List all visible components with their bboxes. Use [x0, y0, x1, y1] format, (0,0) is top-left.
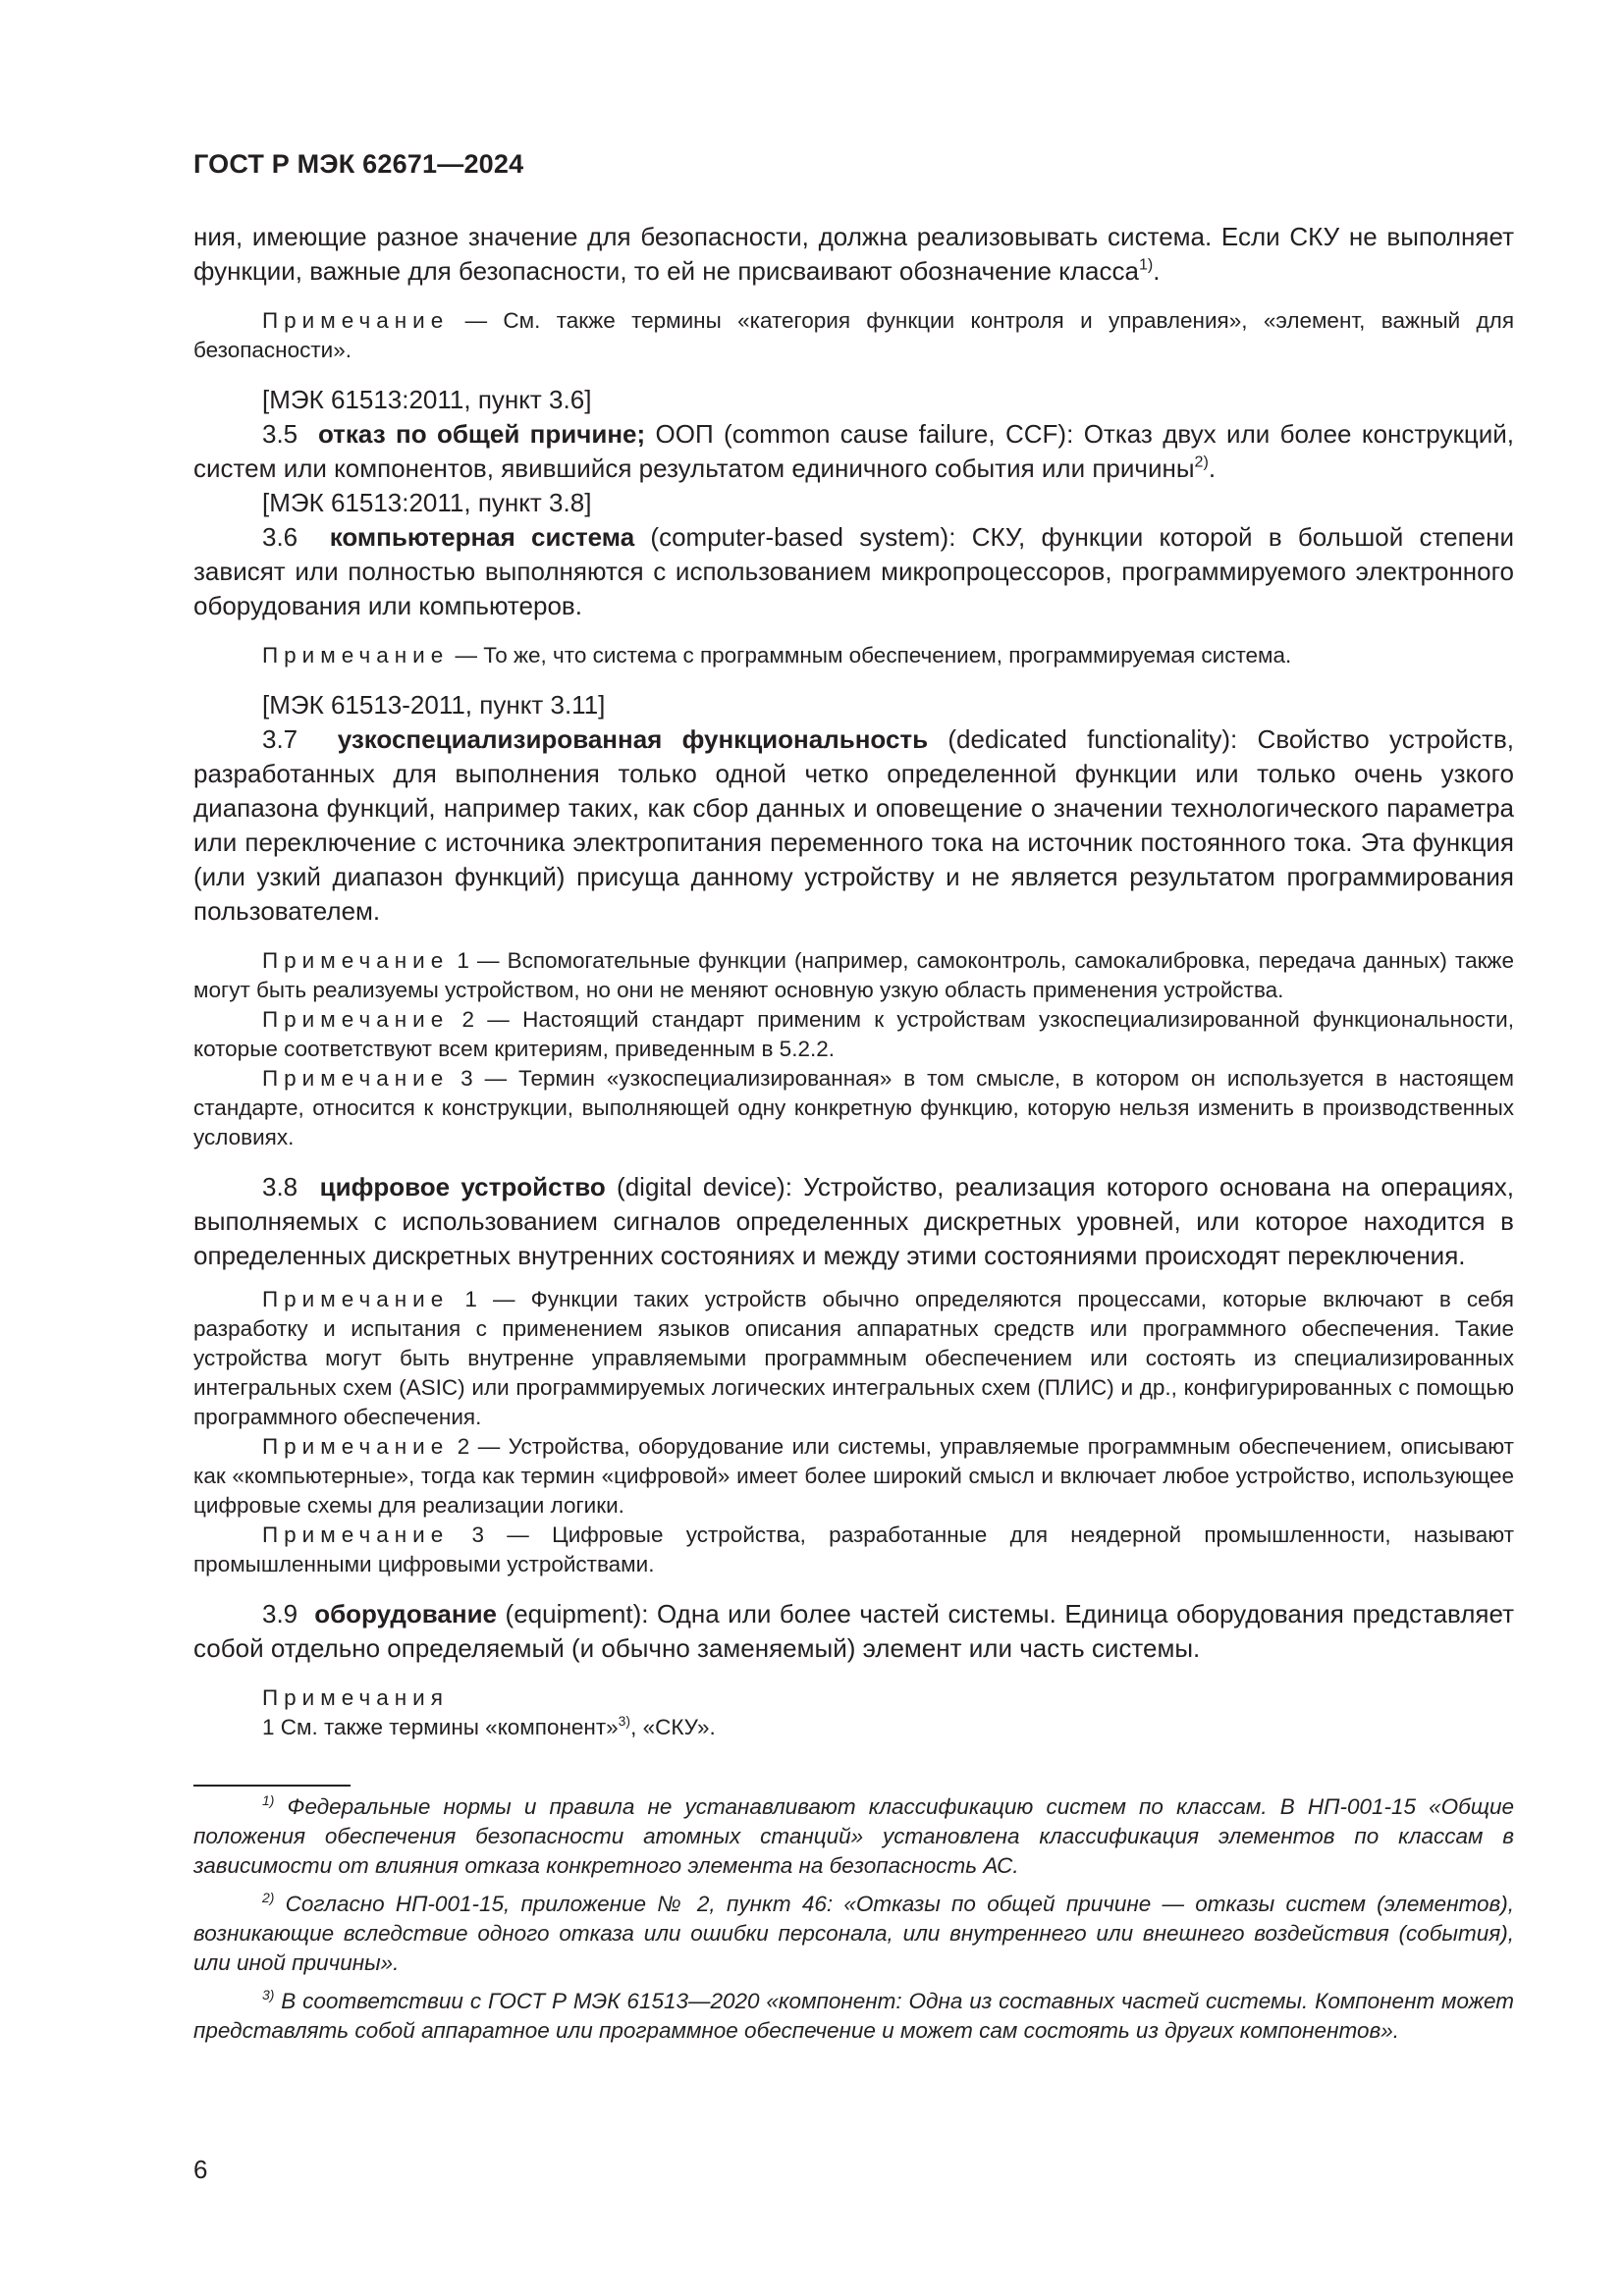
- page-header: ГОСТ Р МЭК 62671—2024: [193, 149, 524, 179]
- continued-paragraph: ния, имеющие разное значение для безопасности, должна реализовывать система. Если СКУ не выполняет функции, важные для безопасности, то ей не присваивают обозначение класса$^{1)}$.: [193, 222, 1514, 286]
- note-3: Примечание 3 — Цифровые устройства, разработанные для неядерной промышленности, называют промышленными цифровыми устройствами.: [193, 1522, 1514, 1576]
- term-title: цифровое устройство: [319, 1172, 606, 1201]
- note-1: Примечание 1 — Вспомогательные функции (например, самоконтроль, самокалибровка, передача данных) также могут быть реализуемы устройством, но они не меняют основную узкую область применения устройства.: [193, 948, 1514, 1002]
- note: Примечание — То же, что система с программным обеспечением, программируемая система.: [262, 643, 1292, 667]
- footnote-divider: [193, 1785, 351, 1787]
- note: Примечание — См. также термины «категория функции контроля и управления», «элемент, важный для безопасности».: [193, 308, 1514, 362]
- term-3-7: 3.7 узкоспециализированная функциональность (dedicated functionality): Свойство устройств, разработанных для выполнения только одной четко определенной функции или только очень узкого диапазона функций, например таких, как сбор данных и оповещение о значении технологического параметра или переключение с источника электропитания переменного тока на источник постоянного тока. Эта функция (или узкий диапазон функций) присуща данному устройству и не является результатом программирования пользователем.: [193, 724, 1514, 926]
- footnote-1: $^{1)}$ Федеральные нормы и правила не устанавливают классификацию систем по классам. В НП-001-15 «Общие положения обеспечения безопасности атомных станций» установлена классификация элементов по классам в зависимости от влияния отказа конкретного элемента на безопасность АС.: [193, 1791, 1514, 1878]
- term-3-5: 3.5 отказ по общей причине; ООП (common cause failure, CCF): Отказ двух или более конструкций, систем или компонентов, явившийся результатом единичного события или причины$^{2)}$.: [193, 419, 1514, 483]
- term-title: оборудование: [314, 1599, 498, 1629]
- footnote-2: $^{2)}$ Согласно НП-001-15, приложение № 2, пункт 46: «Отказы по общей причине — отказы систем (элементов), возникающие вследствие одного отказа или ошибки персонала, или внутреннего или внешнего воздействия (события), или иной причины».: [193, 1889, 1514, 1975]
- footnote-ref[interactable]: 3): [618, 1712, 631, 1729]
- source-reference: [МЭК 61513:2011, пункт 3.6]: [262, 385, 592, 414]
- term-title: отказ по общей причине;: [317, 419, 646, 449]
- note-3: Примечание 3 — Термин «узкоспециализированная» в том смысле, в котором он используется в настоящем стандарте, относится к конструкции, выполняющей одну конкретную функцию, которую нельзя изменить в производственных условиях.: [193, 1066, 1514, 1149]
- source-reference: [МЭК 61513:2011, пункт 3.8]: [262, 488, 592, 517]
- note-1: Примечание 1 — Функции таких устройств обычно определяются процессами, которые включают в себя разработку и испытания с применением языков описания аппаратных средств или программного обеспечения. Такие устройства могут быть внутренне управляемыми программным обеспечением или состоять из специализированных интегральных схем (ASIC) или программируемых логических интегральных схем (ПЛИС) и др., конфигурированных с помощью программного обеспечения.: [193, 1287, 1514, 1429]
- term-title: компьютерная система: [329, 522, 635, 552]
- source-reference: [МЭК 61513-2011, пункт 3.11]: [262, 690, 606, 720]
- page-number: 6: [193, 2155, 208, 2184]
- term-3-6: 3.6 компьютерная система (computer-based system): СКУ, функции которой в большой степени зависят или полностью выполняются с использованием микропроцессоров, программируемого электронного оборудования или компьютеров.: [193, 522, 1514, 620]
- footnote-ref[interactable]: 2): [1194, 453, 1209, 471]
- footnote-3: $^{3)}$ В соответствии с ГОСТ Р МЭК 61513—2020 «компонент: Одна из составных частей системы. Компонент может представлять собой аппаратное или программное обеспечение и может сам состоять из других компонентов».: [193, 1986, 1514, 2043]
- note-2: Примечание 2 — Настоящий стандарт применим к устройствам узкоспециализированной функциональности, которые соответствуют всем критериям, приведенным в 5.2.2.: [193, 1007, 1514, 1061]
- note-2: Примечание 2 — Устройства, оборудование или системы, управляемые программным обеспечением, описывают как «компьютерные», тогда как термин «цифровой» имеет более широкий смысл и включает любое устройство, использующее цифровые схемы для реализации логики.: [193, 1434, 1514, 1518]
- term-title: узкоспециализированная функциональность: [337, 724, 929, 754]
- term-3-9: 3.9 оборудование (equipment): Одна или более частей системы. Единица оборудования представляет собой отдельно определяемый (и обычно заменяемый) элемент или часть системы.: [193, 1599, 1514, 1663]
- term-3-8: 3.8 цифровое устройство (digital device): Устройство, реализация которого основана на операциях, выполняемых с использованием сигналов определенных дискретных уровней, или которое находится в определенных дискретных внутренних состояниях и между этими состояниями происходят переключения.: [193, 1172, 1514, 1270]
- footnotes: [193, 1792, 1514, 2055]
- page-content: [193, 220, 1514, 1742]
- notes-heading: Примечания: [262, 1685, 449, 1710]
- note-1: 1 См. также термины «компонент»$^{3)}$, «СКУ».: [262, 1712, 716, 1739]
- footnote-ref[interactable]: 1): [1138, 255, 1154, 274]
